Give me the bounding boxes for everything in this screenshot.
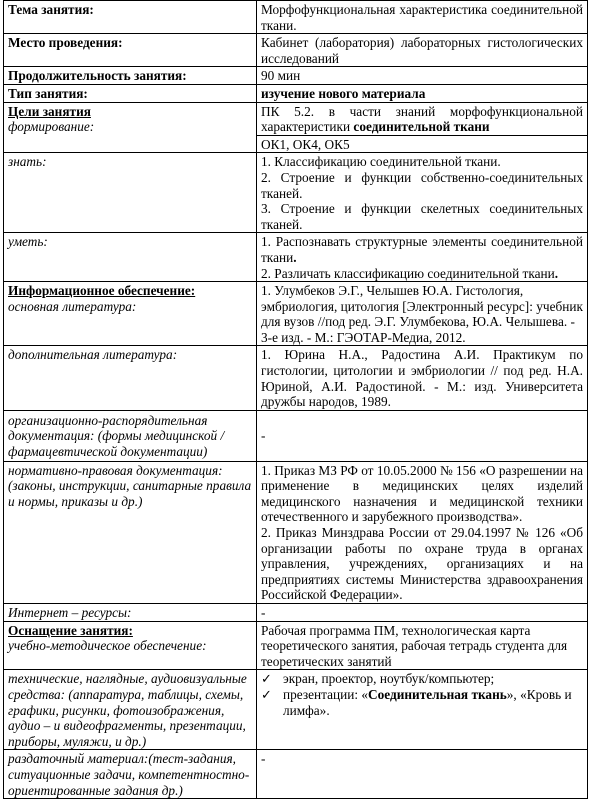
type-value: изучение нового материала <box>257 84 588 102</box>
equipment-value: Рабочая программа ПМ, технологическая карта теоретического занятия, рабочая тетрадь студента для теоретических занятий <box>257 621 588 670</box>
know-value <box>257 153 588 233</box>
know-item: 3. Строение и функции скелетных соединительных тканей. <box>261 201 583 232</box>
info-label-cell <box>4 282 257 346</box>
internet-label: Интернет – ресурсы: <box>4 603 257 621</box>
row-equipment <box>4 621 588 670</box>
tech-check-item-1 <box>261 671 583 687</box>
topic-label: Тема занятия: <box>4 1 257 34</box>
tech-check-text-2-start: презентации: « <box>283 686 368 702</box>
skills-label: уметь: <box>4 233 257 282</box>
goals-value-cell <box>257 102 588 153</box>
row-place <box>4 34 588 67</box>
norm-docs-item: 2. Приказ Минздрава России от 29.04.1997 № 126 «Об организации работы по охране труда в органах управления, учреждениях, организациях и на предприятиях системы Министерства здравоохранения Российской Федерации». <box>261 525 583 603</box>
row-handout <box>4 750 588 799</box>
tech-value <box>257 670 588 750</box>
goals-label: Цели занятия <box>8 103 91 119</box>
tech-check-text-1: экран, проектор, ноутбук/компьютер; <box>283 671 495 687</box>
tech-label: технические, наглядные, аудиовизуальные средства: (аппаратура, таблицы, схемы, графики, рисунки, фотоизображения, аудио – и видеофрагменты, презентации, приборы, муляжи, и др.) <box>4 670 257 750</box>
goals-ok: ОК1, ОК4, ОК5 <box>261 136 350 152</box>
skills-item-1-text: 1. Распознавать структурные элементы соединительной ткани <box>261 234 583 265</box>
type-label: Тип занятия: <box>4 84 257 102</box>
checkmark-icon: ✓ <box>261 671 272 687</box>
equipment-label: Оснащение занятия: <box>8 622 133 638</box>
tech-check-text-2-end: », «Кровь и лимфа». <box>283 686 572 718</box>
goals-pk <box>257 103 587 136</box>
skills-item-1-dot: . <box>293 249 297 265</box>
know-item: 2. Строение и функции собственно-соединительных тканей. <box>261 169 583 201</box>
lesson-plan-table <box>3 0 588 799</box>
place-label: Место проведения: <box>4 34 257 67</box>
row-topic <box>4 1 588 34</box>
norm-docs-label: нормативно-правовая документация: (законы, инструкции, санитарные правила и нормы, приказы и др.) <box>4 461 257 603</box>
extra-lit-label: дополнительная литература: <box>4 346 257 410</box>
row-know <box>4 153 588 233</box>
norm-docs-item: 1. Приказ МЗ РФ от 10.05.2000 № 156 «О разрешении на применение в медицинских целях изделий медицинского назначения и медицинской техники отечественного и зарубежного производства». <box>261 462 584 525</box>
equipment-label-cell <box>4 621 257 670</box>
extra-lit-value: 1. Юрина Н.А., Радостина А.И. Практикум по гистологии, цитологии и эмбриологии // под ред. Н.А. Юриной, А.И. Радостиной. - М.: изд. Университета дружбы народов, 1989. <box>257 346 588 410</box>
handout-label: раздаточный материал:(тест-задания, ситуационные задачи, компетентностно-ориентированные задания др.) <box>4 750 257 799</box>
checkmark-icon: ✓ <box>261 686 272 702</box>
row-skills <box>4 233 588 282</box>
internet-value: - <box>257 603 588 621</box>
row-goals <box>4 102 588 153</box>
skills-item-2-text: 2. Различать классификацию соединительной ткани <box>261 265 555 281</box>
handout-value: - <box>257 750 588 799</box>
skills-item-2 <box>261 266 583 282</box>
skills-item-2-dot: . <box>554 265 559 281</box>
duration-label: Продолжительность занятия: <box>4 67 257 85</box>
row-org-docs <box>4 410 588 461</box>
row-internet <box>4 603 588 621</box>
org-docs-label: организационно-распорядительная документация: (формы медицинской /фармацевтической документации) <box>4 410 257 461</box>
row-info <box>4 282 588 346</box>
row-norm-docs <box>4 461 588 603</box>
know-label: знать: <box>4 153 257 233</box>
goals-pk-bold: соединительной ткани <box>353 119 490 135</box>
row-duration <box>4 67 588 85</box>
topic-value: Морфофункциональная характеристика соединительной ткани. <box>257 1 588 34</box>
norm-docs-value <box>257 461 588 603</box>
row-type <box>4 84 588 102</box>
skills-value <box>257 233 588 282</box>
tech-check-item-2 <box>261 687 583 718</box>
info-label: Информационное обеспечение: <box>8 283 196 299</box>
info-value: 1. Улумбеков Э.Г., Челышев Ю.А. Гистология, эмбриология, цитология [Электронный ресурс]: учебник для вузов //под ред. Э.Г. Улумбекова, Ю.А. Челышева. - 3-е изд. - М.: ГЭОТАР-Медиа, 2012. <box>257 282 588 346</box>
duration-value: 90 мин <box>257 67 588 85</box>
skills-item-1 <box>261 234 583 265</box>
goals-pk-text: ПК 5.2. в части знаний морфофункциональной характеристики <box>261 103 583 135</box>
tech-check-text-2-bold: Соединительная ткань <box>368 686 507 702</box>
org-docs-value: - <box>257 410 588 461</box>
goals-label-cell <box>4 102 257 153</box>
row-tech <box>4 670 588 750</box>
know-item: 1. Классификацию соединительной ткани. <box>261 154 501 170</box>
equipment-sublabel: учебно-методическое обеспечение: <box>8 638 207 654</box>
info-sublabel: основная литература: <box>8 298 137 314</box>
row-extra-lit <box>4 346 588 410</box>
place-value: Кабинет (лаборатория) лабораторных гистологических исследований <box>257 34 588 67</box>
tech-check-text-2 <box>283 687 583 718</box>
goals-sublabel: формирование: <box>8 119 95 135</box>
